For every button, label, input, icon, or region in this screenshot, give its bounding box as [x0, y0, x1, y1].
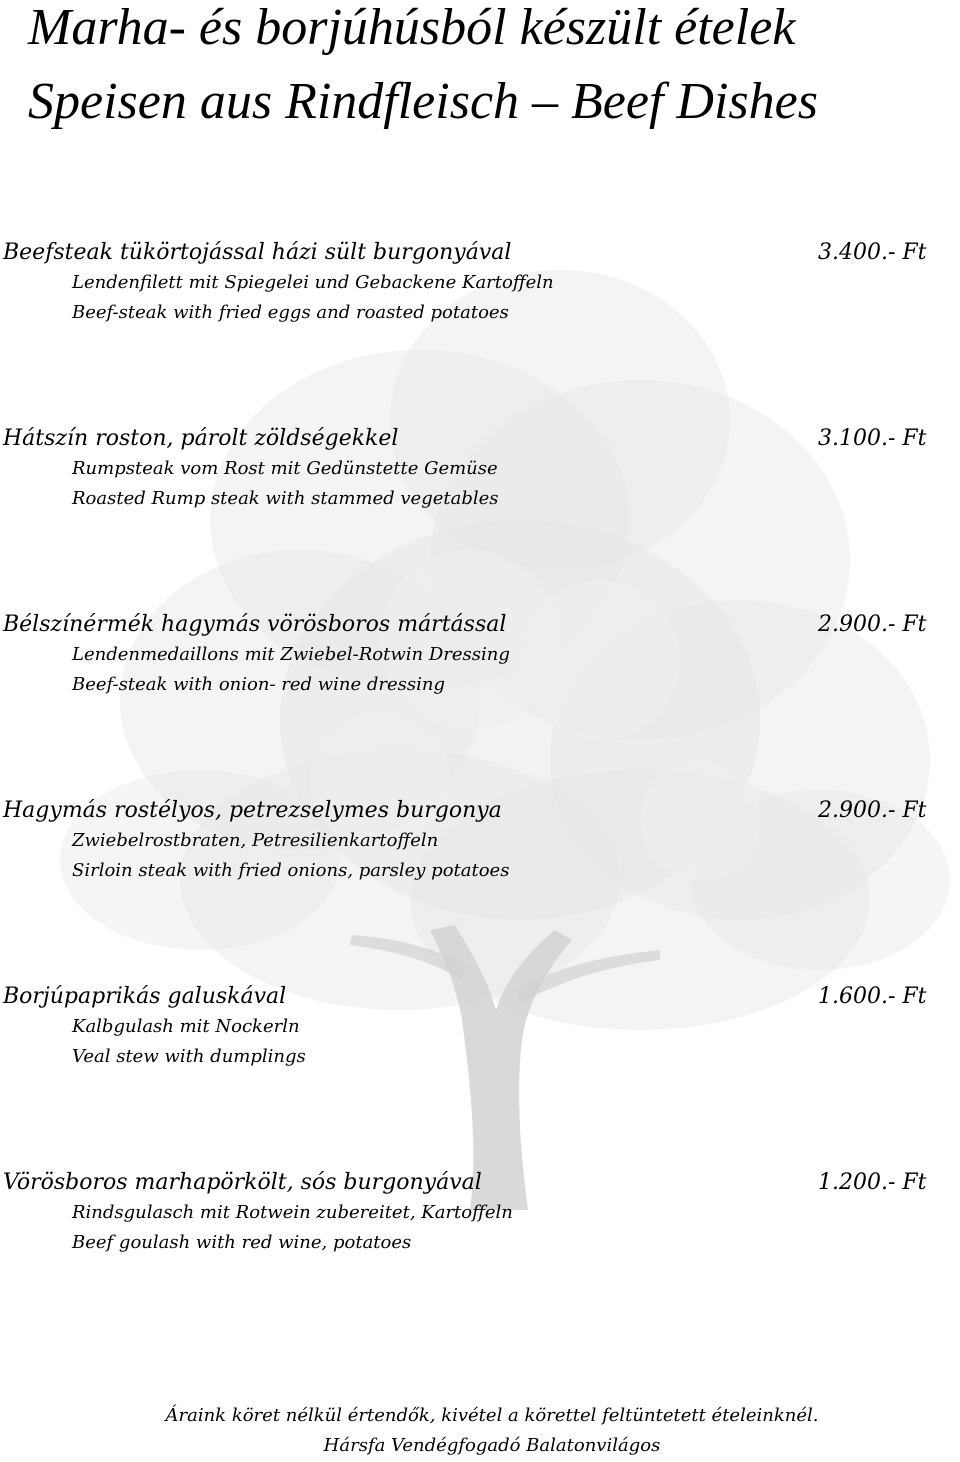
dish-price: 3.100.- Ft — [818, 426, 927, 451]
dish-name-english: Beef-steak with onion- red wine dressing — [72, 674, 446, 695]
dish-price: 2.900.- Ft — [818, 612, 927, 637]
dish-name-german: Rindsgulasch mit Rotwein zubereitet, Kartoffeln — [72, 1202, 513, 1223]
dish-name-english: Roasted Rump steak with stammed vegetables — [72, 488, 499, 509]
dish-name: Bélszínérmék hagymás vörösboros mártással — [3, 612, 507, 637]
dish-name-english: Beef goulash with red wine, potatoes — [72, 1232, 412, 1253]
dish-name-english: Sirloin steak with fried onions, parsley potatoes — [72, 860, 510, 881]
restaurant-name: Hársfa Vendégfogadó Balatonvilágos — [323, 1435, 661, 1456]
dish-name: Hátszín roston, párolt zöldségekkel — [3, 426, 399, 451]
dish-price: 2.900.- Ft — [818, 798, 927, 823]
page-title-hungarian: Marha- és borjúhúsból készült ételek — [28, 0, 796, 56]
dish-price: 1.600.- Ft — [818, 984, 927, 1009]
dish-name-german: Zwiebelrostbraten, Petresilienkartoffeln — [72, 830, 439, 851]
dish-name: Beefsteak tükörtojással házi sült burgonyával — [3, 240, 512, 265]
menu-item — [0, 1168, 960, 1280]
dish-name-german: Kalbgulash mit Nockerln — [72, 1016, 300, 1037]
dish-name: Borjúpaprikás galuskával — [3, 984, 287, 1009]
price-note: Áraink köret nélkül értendők, kivétel a körettel feltüntetett ételeinknél. — [165, 1405, 819, 1426]
dish-price: 1.200.- Ft — [818, 1170, 927, 1195]
menu-item — [0, 424, 960, 536]
dish-name-german: Lendenfilett mit Spiegelei und Gebackene Kartoffeln — [72, 272, 554, 293]
menu-item — [0, 796, 960, 908]
menu-item — [0, 238, 960, 350]
dish-name: Vörösboros marhapörkölt, sós burgonyával — [3, 1170, 482, 1195]
dish-price: 3.400.- Ft — [818, 240, 927, 265]
menu-item — [0, 610, 960, 722]
dish-name: Hagymás rostélyos, petrezselymes burgonya — [3, 798, 502, 823]
page-title-german-english: Speisen aus Rindfleisch – Beef Dishes — [28, 73, 818, 130]
dish-name-german: Rumpsteak vom Rost mit Gedünstette Gemüse — [72, 458, 498, 479]
dish-name-german: Lendenmedaillons mit Zwiebel-Rotwin Dressing — [72, 644, 510, 665]
dish-name-english: Beef-steak with fried eggs and roasted potatoes — [72, 302, 509, 323]
menu-item — [0, 982, 960, 1094]
dish-name-english: Veal stew with dumplings — [72, 1046, 306, 1067]
